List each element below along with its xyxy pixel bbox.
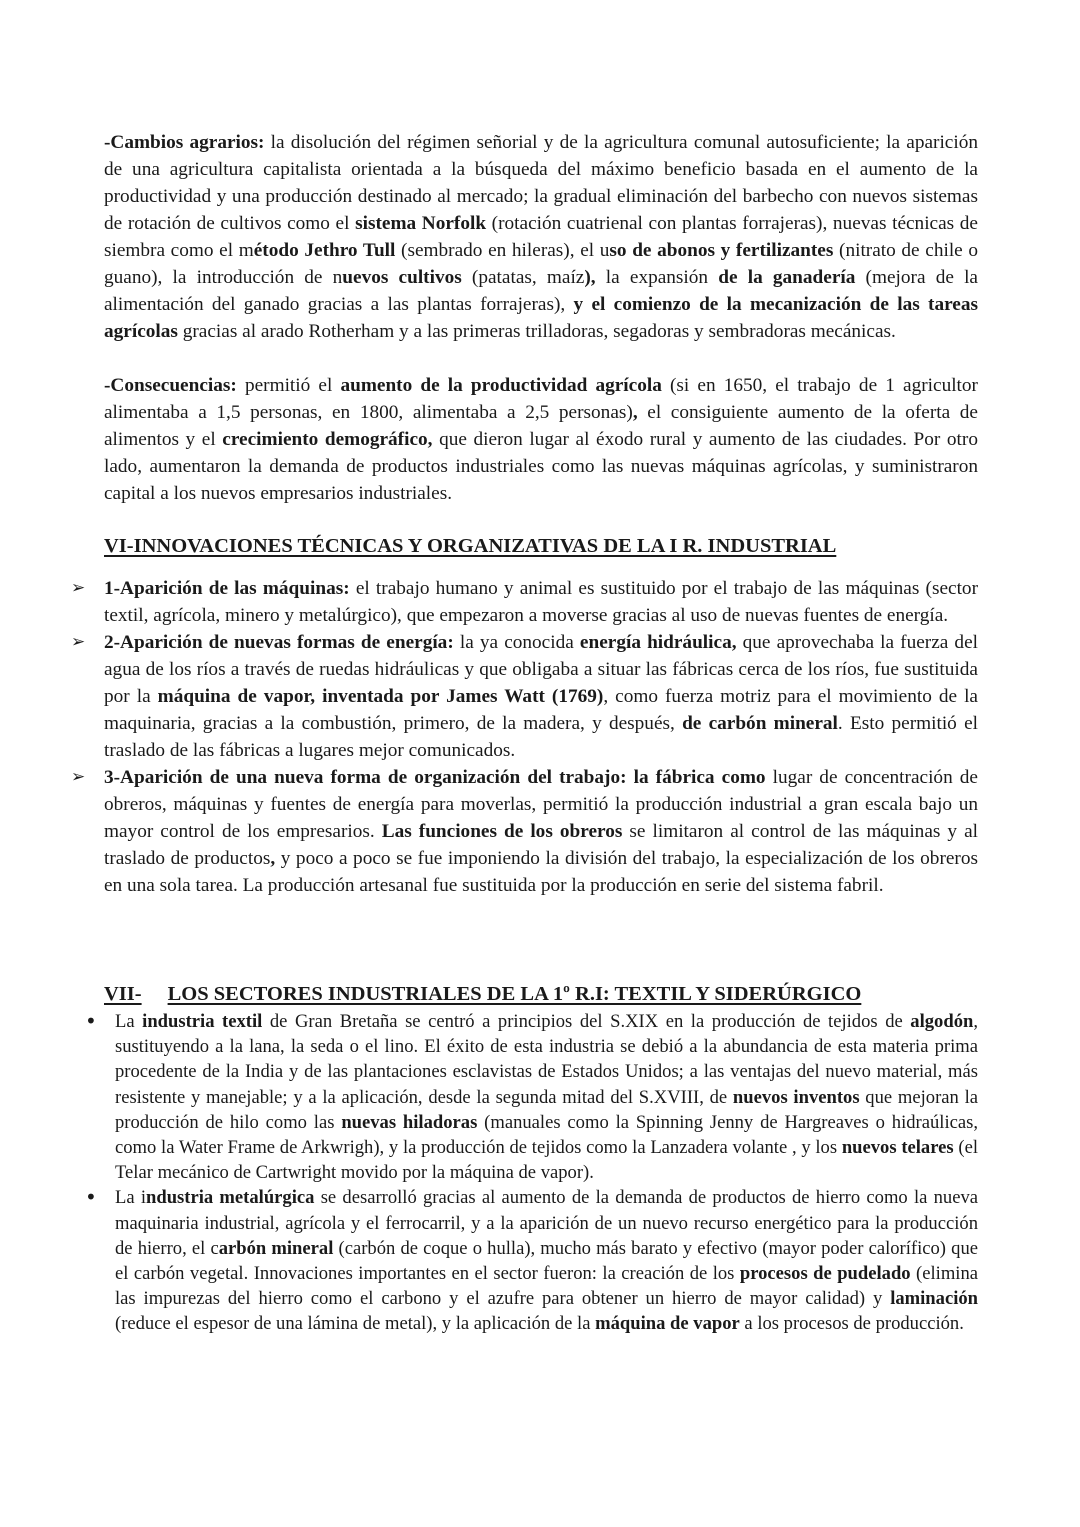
list-item: ➢ 1-Aparición de las máquinas: el trabajo humano y animal es sustituido por el trabajo de las máquinas (sector textil, agrícola, minero y metalúrgico), que empezaron a moverse gracias al uso de nuevas fuentes de energía. (104, 575, 978, 629)
section-6-heading: VI-INNOVACIONES TÉCNICAS Y ORGANIZATIVAS DE LA I R. INDUSTRIAL (104, 535, 837, 557)
section-7-heading: VII- LOS SECTORES INDUSTRIALES DE LA 1º R.I: TEXTIL Y SIDERÚRGICO (104, 983, 862, 1005)
section-6-list (104, 575, 978, 899)
agrarian-changes-paragraph: -Cambios agrarios: la disolución del régimen señorial y de la agricultura comunal autosuficiente; la aparición de una agricultura capitalista orientada a la búsqueda del máximo beneficio basada en el aumento de la productividad y una producción destinado al mercado; la gradual eliminación del barbecho con nuevos sistemas de rotación de cultivos como el sistema Norfolk (rotación cuatrienal con plantas forrajeras), nuevas técnicas de siembra como el método Jethro Tull (sembrado en hileras), el uso de abonos y fertilizantes (nitrato de chile o guano), la introducción de nuevos cultivos (patatas, maíz), la expansión de la ganadería (mejora de la alimentación del ganado gracias a las plantas forrajeras), y el comienzo de la mecanización de las tareas agrícolas gracias al arado Rotherham y a las primeras trilladoras, segadoras y sembradoras mecánicas. (104, 132, 979, 342)
list-item: • La industria metalúrgica se desarrolló gracias al aumento de la demanda de productos de hierro como la nueva maquinaria industrial, agrícola y el ferrocarril, y a la aparición de un nuevo recurso energético para la producción de hierro, el carbón mineral (carbón de coque o hulla), mucho más barato y efectivo (mayor poder calorífico) que el carbón vegetal. Innovaciones importantes en el sector fueron: la creación de los procesos de pudelado (elimina las impurezas del hierro como el carbono y el azufre para obtener un hierro de mayor calidad) y laminación (reduce el espesor de una lámina de metal), y la aplicación de la máquina de vapor a los procesos de producción. (115, 1185, 978, 1336)
section-7-list (115, 1009, 978, 1337)
list-item: • La industria textil de Gran Bretaña se centró a principios del S.XIX en la producción de tejidos de algodón, sustituyendo a la lana, la seda o el lino. El éxito de esta industria se debió a la abundancia de esta materia prima procedente de la India y de las plantaciones esclavistas de Estados Unidos; a las ventajas del nuevo material, más resistente y manejable; y a la aplicación, desde la segunda mitad del S.XVIII, de nuevos inventos que mejoran la producción de hilo como las nuevas hiladoras (manuales como la Spinning Jenny de Hargreaves o hidraúlicas, como la Water Frame de Arkwrigh), y la producción de tejidos como la Lanzadera volante , y los nuevos telares (el Telar mecánico de Cartwright movido por la máquina de vapor). (115, 1009, 978, 1185)
consequences-label: -Consecuencias: (104, 375, 237, 396)
list-item: ➢ 3-Aparición de una nueva forma de organización del trabajo: la fábrica como lugar de concentración de obreros, máquinas y fuentes de energía para moverlas, permitió la producción industrial a gran escala bajo un mayor control de los empresarios. Las funciones de los obreros se limitaron al control de las máquinas y al traslado de productos, y poco a poco se fue imponiendo la división del trabajo, la especialización de los obreros en una sola tarea. La producción artesanal fue sustituida por la producción en serie del sistema fabril. (104, 764, 978, 899)
list-item: ➢ 2-Aparición de nuevas formas de energía: la ya conocida energía hidráulica, que aprovechaba la fuerza del agua de los ríos a través de ruedas hidráulicas y que obligaba a situar las fábricas cerca de los ríos, fue sustituida por la máquina de vapor, inventada por James Watt (1769), como fuerza motriz para el movimiento de la maquinaria, gracias a la combustión, primero, de la madera, y después, de carbón mineral. Esto permitió el traslado de las fábricas a lugares mejor comunicados. (104, 629, 978, 764)
consequences-paragraph: -Consecuencias: permitió el aumento de la productividad agrícola (si en 1650, el trabajo de 1 agricultor alimentaba a 1,5 personas, en 1800, alimentaba a 2,5 personas), el consiguiente aumento de la oferta de alimentos y el crecimiento demográfico, que dieron lugar al éxodo rural y aumento de las ciudades. Por otro lado, aumentaron la demanda de productos industriales como las nuevas máquinas agrícolas, y suministraron capital a los nuevos empresarios industriales. (104, 375, 978, 504)
agrarian-label: -Cambios agrarios: (104, 132, 265, 153)
